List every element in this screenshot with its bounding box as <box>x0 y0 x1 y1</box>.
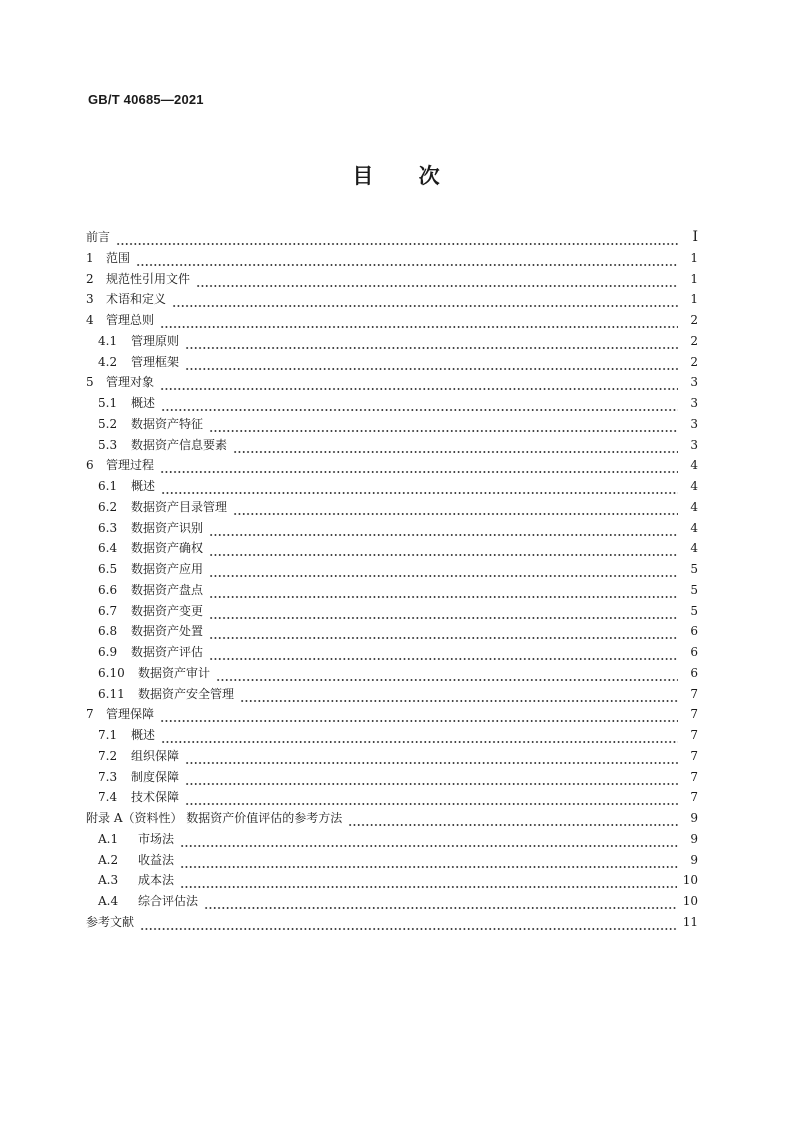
toc-entry-number: 5.3 <box>98 437 118 452</box>
toc-dot-leader <box>209 651 678 661</box>
toc-dot-leader <box>185 340 678 350</box>
toc-dot-leader <box>160 319 678 329</box>
toc-dot-leader <box>116 236 678 246</box>
toc-entry-number: 4.1 <box>98 333 118 348</box>
toc-entry-page-number: 1 <box>690 292 698 307</box>
toc-entry-page-number: 4 <box>690 458 698 473</box>
toc-entry-number: 6.10 <box>98 665 125 680</box>
toc-entry-label: 范围 <box>106 250 131 265</box>
toc-entry[interactable] <box>86 518 698 539</box>
toc-entry-page-number: 1 <box>690 250 698 265</box>
toc-dot-leader <box>161 402 678 412</box>
toc-entry[interactable] <box>86 725 698 746</box>
toc-entry-label: 管理框架 <box>131 354 180 369</box>
toc-entry[interactable] <box>86 870 698 891</box>
toc-entry-number: A.2 <box>98 852 119 867</box>
toc-entry-label: 市场法 <box>138 831 175 846</box>
toc-entry-page-number: 10 <box>682 894 698 908</box>
toc-entry-number: A.4 <box>98 894 119 908</box>
toc-entry-page-number: 9 <box>690 811 698 825</box>
toc-entry-label: 数据资产审计 <box>138 665 211 680</box>
toc-entry-number: 5.1 <box>98 396 118 410</box>
toc-dot-leader <box>136 257 678 267</box>
toc-entry-page-number: 3 <box>690 375 698 390</box>
toc-entry-page-number: 7 <box>690 769 698 784</box>
toc-dot-leader <box>209 589 678 599</box>
toc-dot-leader <box>209 547 678 557</box>
toc-entry-page-number: 10 <box>682 873 698 888</box>
toc-dot-leader <box>180 838 678 848</box>
toc-entry[interactable] <box>86 435 698 456</box>
toc-entry-label: 管理总则 <box>106 313 155 327</box>
toc-dot-leader <box>209 610 678 620</box>
toc-entry-page-number: 2 <box>690 313 698 327</box>
toc-entry-label: 概述 <box>131 396 156 410</box>
toc-dot-leader <box>233 506 678 516</box>
toc-entry[interactable] <box>86 372 698 393</box>
toc-entry-number: 5.2 <box>98 416 118 431</box>
toc-entry[interactable] <box>86 767 698 788</box>
toc-entry-page-number: 6 <box>690 665 698 680</box>
toc-entry[interactable] <box>86 559 698 580</box>
toc-entry[interactable] <box>86 663 698 684</box>
toc-entry[interactable] <box>86 621 698 642</box>
toc-entry[interactable] <box>86 289 698 310</box>
toc-entry-label: 数据资产评估 <box>131 645 204 659</box>
toc-entry-label: 技术保障 <box>131 790 180 805</box>
toc-entry[interactable] <box>86 269 698 290</box>
toc-entry-number: 6.1 <box>98 479 118 493</box>
toc-dot-leader <box>216 672 678 682</box>
toc-dot-leader <box>209 630 678 640</box>
toc-dot-leader <box>160 464 678 474</box>
toc-entry-page-number: 11 <box>682 914 698 929</box>
toc-entry-page-number: 3 <box>690 396 698 410</box>
toc-dot-leader <box>180 879 677 889</box>
toc-dot-leader <box>185 796 678 806</box>
toc-entry-label: 管理保障 <box>106 707 155 722</box>
toc-entry-page-number: 3 <box>690 416 698 431</box>
toc-entry-label: 管理对象 <box>106 375 155 390</box>
toc-dot-leader <box>209 568 678 578</box>
toc-entry[interactable] <box>86 850 698 871</box>
toc-entry-number: 1 <box>86 250 94 265</box>
toc-entry-number: 6 <box>86 458 94 473</box>
toc-entry-label: 数据资产确权 <box>131 541 204 556</box>
toc-entry-number: 7.4 <box>98 790 118 805</box>
toc-entry-page-number: 6 <box>690 624 698 639</box>
toc-entry[interactable] <box>86 497 698 518</box>
toc-entry[interactable] <box>86 829 698 850</box>
toc-dot-leader <box>204 900 677 910</box>
toc-entry-label: 参考文献 <box>86 914 135 929</box>
toc-entry[interactable] <box>86 891 698 912</box>
toc-entry-number: A.1 <box>98 831 119 846</box>
toc-entry-page-number: 3 <box>690 437 698 452</box>
toc-entry-page-number: 1 <box>690 271 698 286</box>
toc-entry-number: 6.8 <box>98 624 118 639</box>
toc-dot-leader <box>140 921 677 931</box>
page-title: 目 次 <box>352 164 441 188</box>
toc-entry-number: 4.2 <box>98 354 118 369</box>
toc-entry-page-number: 4 <box>690 479 698 493</box>
toc-entry[interactable] <box>86 310 698 331</box>
toc-entry-number: 4 <box>86 313 94 327</box>
toc-entry-page-number: 7 <box>690 748 698 763</box>
toc-entry-label: 综合评估法 <box>138 894 199 908</box>
toc-entry-number: 6.3 <box>98 520 118 535</box>
toc-entry[interactable] <box>86 248 698 269</box>
toc-entry[interactable] <box>86 393 698 414</box>
toc-entry-page-number: 4 <box>690 499 698 514</box>
toc-entry-label: 组织保障 <box>131 748 180 763</box>
toc-entry-page-number: 5 <box>690 582 698 597</box>
toc-entry-label: 数据资产安全管理 <box>138 686 235 701</box>
toc-entry-number: 2 <box>86 271 94 286</box>
toc-dot-leader <box>180 859 678 869</box>
toc-dot-leader <box>161 485 678 495</box>
toc-entry-label: 数据资产信息要素 <box>131 437 228 452</box>
toc-entry-label: 数据资产盘点 <box>131 582 204 597</box>
toc-entry-page-number: 7 <box>690 707 698 722</box>
toc-entry[interactable] <box>86 227 698 248</box>
toc-entry-number: 7 <box>86 707 94 722</box>
toc-entry-page-number: 7 <box>690 790 698 805</box>
toc-entry-label: 管理过程 <box>106 458 155 473</box>
toc-dot-leader <box>209 527 678 537</box>
toc-entry-number: 6.7 <box>98 603 118 618</box>
toc-entry-label: 成本法 <box>138 873 175 888</box>
toc-entry-page-number: 2 <box>690 354 698 369</box>
toc-entry-label: 收益法 <box>138 852 175 867</box>
toc-dot-leader <box>160 381 678 391</box>
toc-dot-leader <box>172 298 678 308</box>
toc-entry[interactable] <box>86 787 698 808</box>
toc-dot-leader <box>185 776 678 786</box>
toc-entry-page-number: 7 <box>690 728 698 742</box>
toc-entry-page-number: 4 <box>690 541 698 556</box>
toc-entry-number: 7.1 <box>98 728 118 742</box>
toc-entry[interactable] <box>86 601 698 622</box>
toc-entry-label: 管理原则 <box>131 333 180 348</box>
toc-entry-label: 数据资产特征 <box>131 416 204 431</box>
toc-entry-label: 数据资产应用 <box>131 562 204 576</box>
toc-entry[interactable] <box>86 746 698 767</box>
toc-dot-leader <box>240 693 678 703</box>
toc-entry-label: 概述 <box>131 479 156 493</box>
toc-entry-label: 数据资产识别 <box>131 520 204 535</box>
toc-entry[interactable] <box>86 352 698 373</box>
toc-entry[interactable] <box>86 808 698 829</box>
toc-entry-number: 6.11 <box>98 686 125 701</box>
toc-entry-label: 数据资产处置 <box>131 624 204 639</box>
toc-dot-leader <box>160 713 678 723</box>
standard-code: GB/T 40685—2021 <box>88 92 204 107</box>
toc-entry-label: 规范性引用文件 <box>106 271 191 286</box>
toc-entry-label: 制度保障 <box>131 769 180 784</box>
toc-entry-number: 6.5 <box>98 562 118 576</box>
toc-entry-number: 7.2 <box>98 748 118 763</box>
toc-entry[interactable] <box>86 684 698 705</box>
toc-dot-leader <box>196 278 678 288</box>
toc-dot-leader <box>185 755 678 765</box>
toc-entry-label: 术语和定义 <box>106 292 167 307</box>
toc-entry-number: 7.3 <box>98 769 118 784</box>
toc-entry[interactable] <box>86 331 698 352</box>
toc-dot-leader <box>348 817 678 827</box>
toc-entry[interactable] <box>86 538 698 559</box>
toc-entry-number: 6.6 <box>98 582 118 597</box>
table-of-contents <box>86 227 698 933</box>
toc-entry-label: 数据资产变更 <box>131 603 204 618</box>
toc-entry[interactable] <box>86 476 698 497</box>
toc-dot-leader <box>209 423 678 433</box>
toc-entry[interactable] <box>86 642 698 663</box>
toc-entry-page-number: 9 <box>690 831 698 846</box>
toc-entry-number: A.3 <box>98 873 119 888</box>
toc-entry-label: 数据资产目录管理 <box>131 499 228 514</box>
toc-entry[interactable] <box>86 414 698 435</box>
toc-entry-page-number: 4 <box>690 520 698 535</box>
toc-dot-leader <box>185 361 678 371</box>
toc-entry-page-number: 6 <box>690 645 698 659</box>
toc-dot-leader <box>161 734 678 744</box>
toc-entry-number: 6.9 <box>98 645 118 659</box>
toc-entry-page-number: 5 <box>690 562 698 576</box>
toc-entry[interactable] <box>86 580 698 601</box>
toc-entry[interactable] <box>86 912 698 933</box>
toc-entry-number: 3 <box>86 292 94 307</box>
toc-entry-number: 6.2 <box>98 499 118 514</box>
toc-entry-page-number: 7 <box>690 686 698 701</box>
toc-entry-number: 6.4 <box>98 541 118 556</box>
toc-entry-page-number: 2 <box>690 333 698 348</box>
toc-entry-page-number: 5 <box>690 603 698 618</box>
toc-entry[interactable] <box>86 704 698 725</box>
toc-entry-label: 概述 <box>131 728 156 742</box>
toc-entry-number: 5 <box>86 375 94 390</box>
toc-entry-page-number: 9 <box>690 852 698 867</box>
toc-entry[interactable] <box>86 455 698 476</box>
toc-entry-label: 附录 A（资料性） 数据资产价值评估的参考方法 <box>86 811 343 825</box>
toc-dot-leader <box>233 444 678 454</box>
toc-entry-label: 前言 <box>86 230 111 244</box>
toc-entry-page-number: Ⅰ <box>692 229 698 245</box>
